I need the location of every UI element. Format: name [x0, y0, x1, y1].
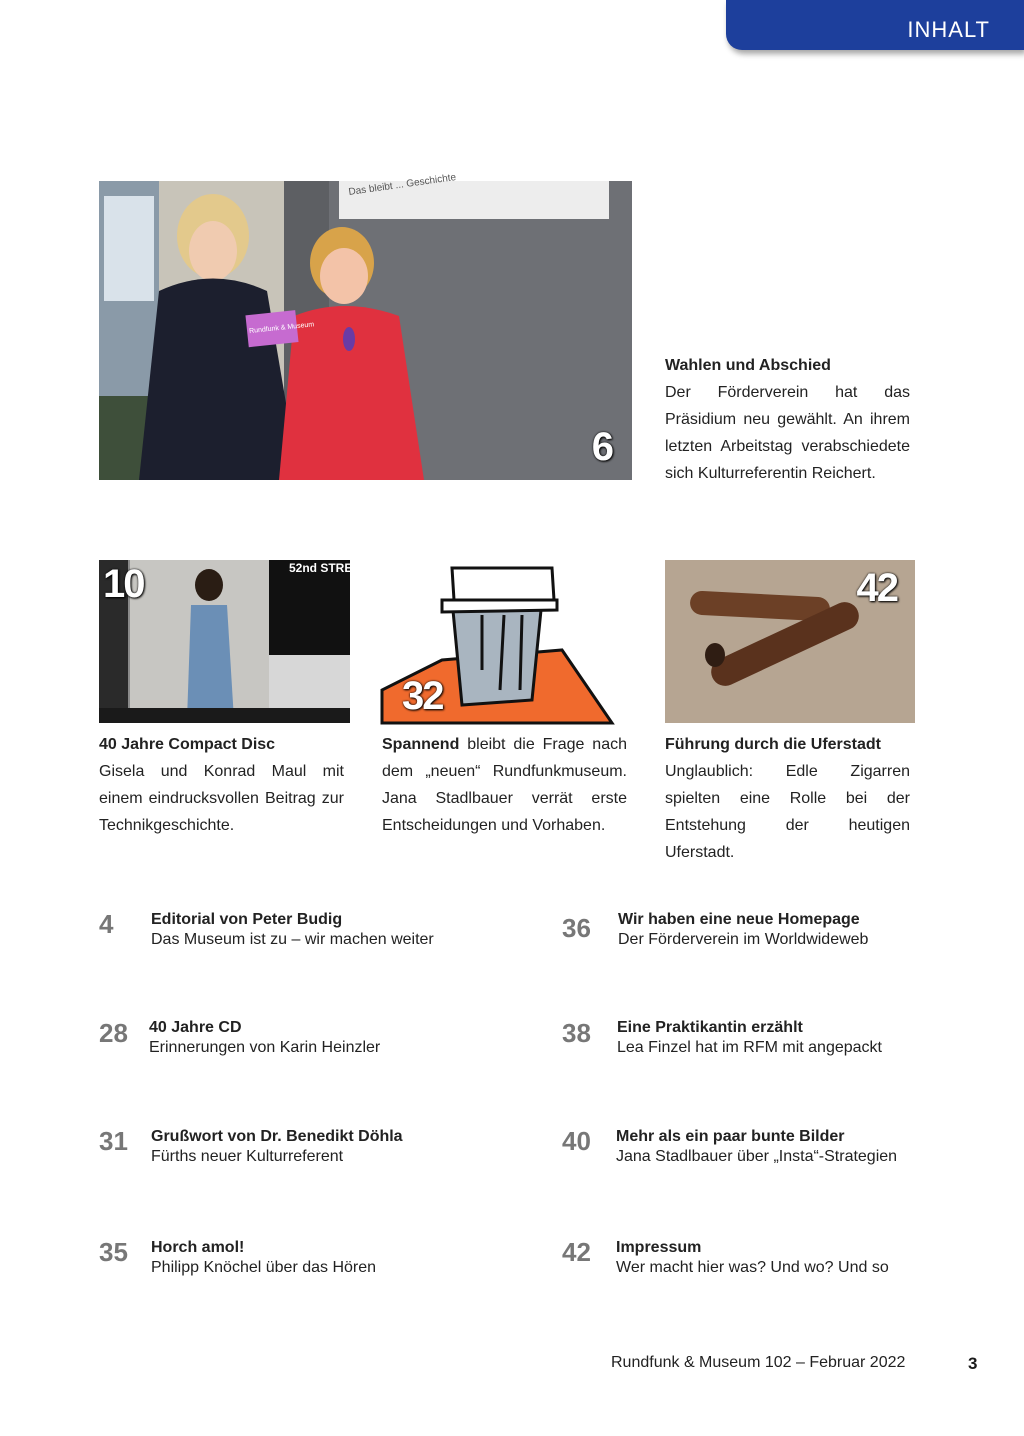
toc-page-number: 4: [99, 909, 114, 939]
photo-sign-text: Das bleibt ... Geschichte: [347, 171, 457, 198]
main-feature-body: Der Förderverein hat das Präsidium neu gewählt. An ihrem letzten Arbeitstag verabschiedete sich Kulturreferentin Reichert.: [665, 384, 910, 482]
feature-title: Führung durch die Uferstadt: [665, 736, 881, 753]
feature-body: bleibt die Frage nach dem „neuen“ Rundfunkmuseum. Jana Stadlbauer verrät erste Entscheidungen und Vorhaben.: [382, 736, 627, 834]
toc-entry-title: Eine Praktikantin erzählt: [617, 1019, 803, 1036]
toc-page-number: 40: [562, 1126, 591, 1156]
toc-page-number: 35: [99, 1237, 128, 1267]
toc-entry-subtitle: Fürths neuer Kulturreferent: [151, 1148, 344, 1165]
toc-entry-title: Horch amol!: [151, 1239, 245, 1256]
toc-entry-subtitle: Jana Stadlbauer über „Insta“-Strategien: [616, 1148, 898, 1165]
main-feature-title: Wahlen und Abschied: [665, 357, 831, 374]
page-number: 3: [968, 1354, 978, 1373]
toc-entry: [151, 910, 434, 950]
toc-entry: [617, 1018, 882, 1058]
toc-entry: [616, 1127, 897, 1167]
toc-entry-title: Impressum: [616, 1239, 702, 1256]
toc-entry-title: Editorial von Peter Budig: [151, 911, 343, 928]
feature-title: 40 Jahre Compact Disc: [99, 736, 276, 753]
toc-page-number: 38: [562, 1018, 591, 1048]
feature-text: [665, 731, 910, 866]
toc-entry-subtitle: Lea Finzel hat im RFM mit angepackt: [617, 1039, 882, 1056]
feature-body: Unglaublich: Edle Zigarren spielten eine Rolle bei der Entstehung der heutigen Uferstadt.: [665, 763, 910, 861]
toc-entry-title: 40 Jahre CD: [149, 1019, 242, 1036]
feature-photo-cigars: [665, 560, 915, 723]
section-tab: [726, 0, 1024, 50]
toc-page-number: 36: [562, 913, 591, 943]
toc-entry-subtitle: Der Förderverein im Worldwideweb: [618, 931, 869, 948]
toc-page-number: 28: [99, 1018, 128, 1048]
main-feature-photo: [99, 171, 632, 480]
photo-label: 52nd STREET: [289, 561, 368, 575]
toc-entry-title: Wir haben eine neue Homepage: [618, 911, 860, 928]
toc-entry: [618, 910, 868, 950]
feature-body: Gisela und Konrad Maul mit einem eindrucksvollen Beitrag zur Technikgeschichte.: [99, 763, 344, 834]
toc-page-number: 31: [99, 1126, 128, 1156]
toc-entry-title: Grußwort von Dr. Benedikt Döhla: [151, 1128, 403, 1145]
toc-entry-subtitle: Philipp Knöchel über das Hören: [151, 1259, 377, 1276]
feature-text: [382, 731, 627, 839]
toc-entry-subtitle: Erinnerungen von Karin Heinzler: [149, 1039, 381, 1056]
feature-illustration-museum: [382, 560, 633, 723]
footer-publication: Rundfunk & Museum 102 – Februar 2022: [611, 1354, 906, 1371]
feature-text: [99, 731, 344, 839]
toc-entry-subtitle: Wer macht hier was? Und wo? Und so: [616, 1259, 889, 1276]
toc-page-number: 42: [562, 1237, 591, 1267]
feature-photo-cd: [99, 560, 368, 723]
main-feature-text: [665, 352, 910, 487]
toc-entry: [149, 1018, 380, 1058]
feature-title: Spannend: [382, 736, 460, 753]
page-badge: 6: [591, 425, 612, 469]
toc-entry: [151, 1127, 403, 1167]
section-tab-label: INHALT: [907, 17, 990, 42]
page-badge: 10: [103, 562, 144, 606]
page-badge: 42: [856, 566, 897, 610]
toc-entry-title: Mehr als ein paar bunte Bilder: [616, 1128, 845, 1145]
toc-entry: [616, 1238, 889, 1278]
page-badge: 32: [402, 674, 443, 718]
toc-entry: [151, 1238, 376, 1278]
toc-entry-subtitle: Das Museum ist zu – wir machen weiter: [151, 931, 434, 948]
photo-card-title: Rundfunk & Museum: [248, 321, 315, 336]
